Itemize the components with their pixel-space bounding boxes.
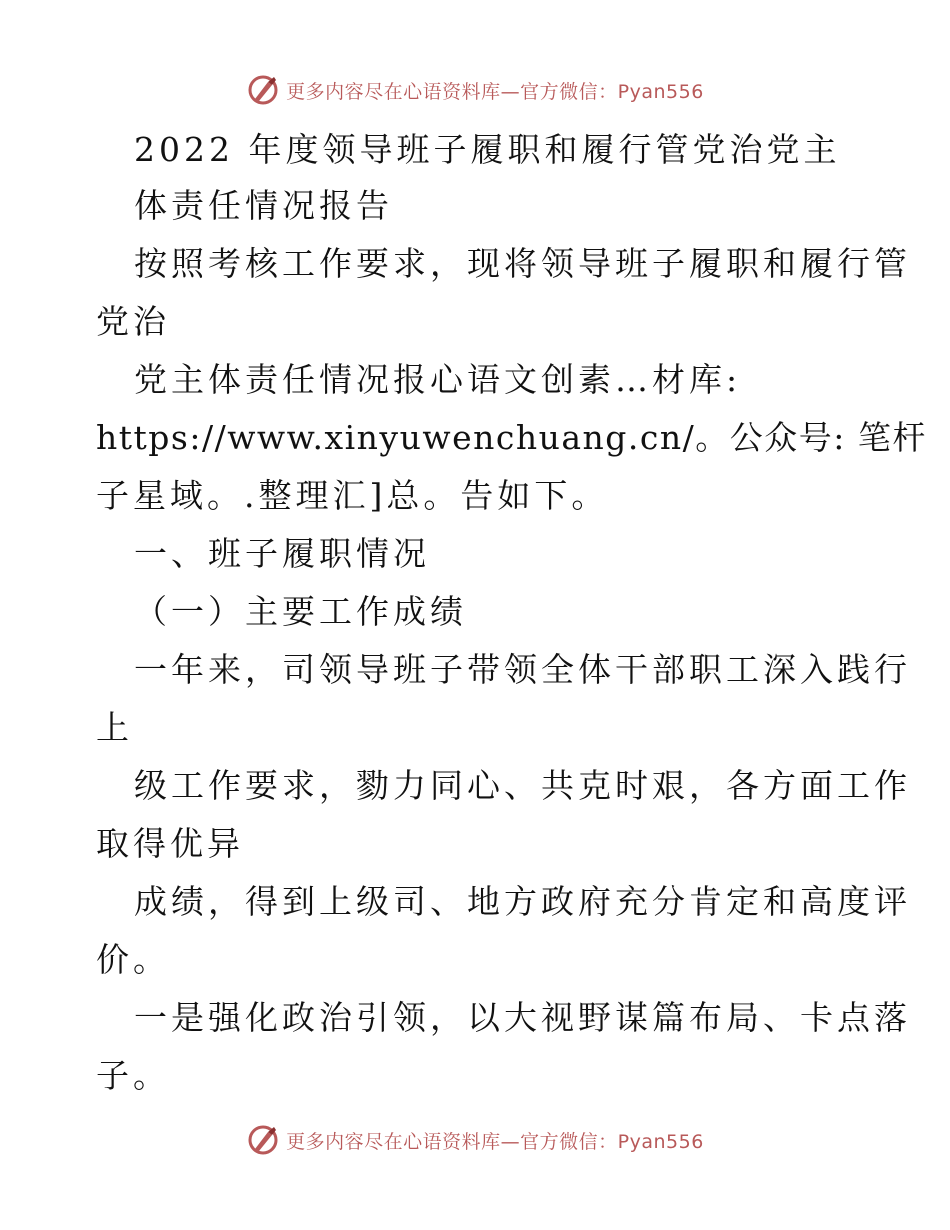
paragraph-line: 子星域。.整理汇]总。告如下。 [96,476,609,515]
document-title-line-1: 2022 年度领导班子履职和履行管党治党主 [134,130,841,169]
paragraph-line: 按照考核工作要求，现将领导班子履职和履行管 [134,244,911,283]
paragraph-line-url: https://www.xinyuwenchuang.cn/。公众号: 笔杆 [96,418,927,457]
paragraph-line: 级工作要求，勠力同心、共克时艰，各方面工作 [134,766,911,805]
watermark-text: 更多内容尽在心语资料库—官方微信：Pyan556 [286,80,704,103]
bottom-watermark-banner [0,1122,950,1158]
section-heading: 一、班子履职情况 [134,534,430,573]
subsection-heading: （一）主要工作成绩 [134,592,467,631]
paragraph-line: 一是强化政治引领，以大视野谋篇布局、卡点落 [134,998,911,1037]
watermark-text: 更多内容尽在心语资料库—官方微信：Pyan556 [286,1130,704,1153]
document-title-line-2: 体责任情况报告 [134,186,393,225]
paragraph-line: 子。 [96,1056,170,1095]
paragraph-line: 党主体责任情况报心语文创素…材库: [134,360,742,399]
paragraph-line: 一年来，司领导班子带领全体干部职工深入践行 [134,650,911,689]
paragraph-line: 上 [96,708,133,747]
paragraph-line: 价。 [96,940,170,979]
quill-pen-logo-icon [246,1123,280,1157]
quill-pen-logo-icon [246,73,280,107]
paragraph-line: 成绩，得到上级司、地方政府充分肯定和高度评 [134,882,911,921]
paragraph-line: 取得优异 [96,824,244,863]
paragraph-line: 党治 [96,302,170,341]
top-watermark-banner [0,72,950,108]
